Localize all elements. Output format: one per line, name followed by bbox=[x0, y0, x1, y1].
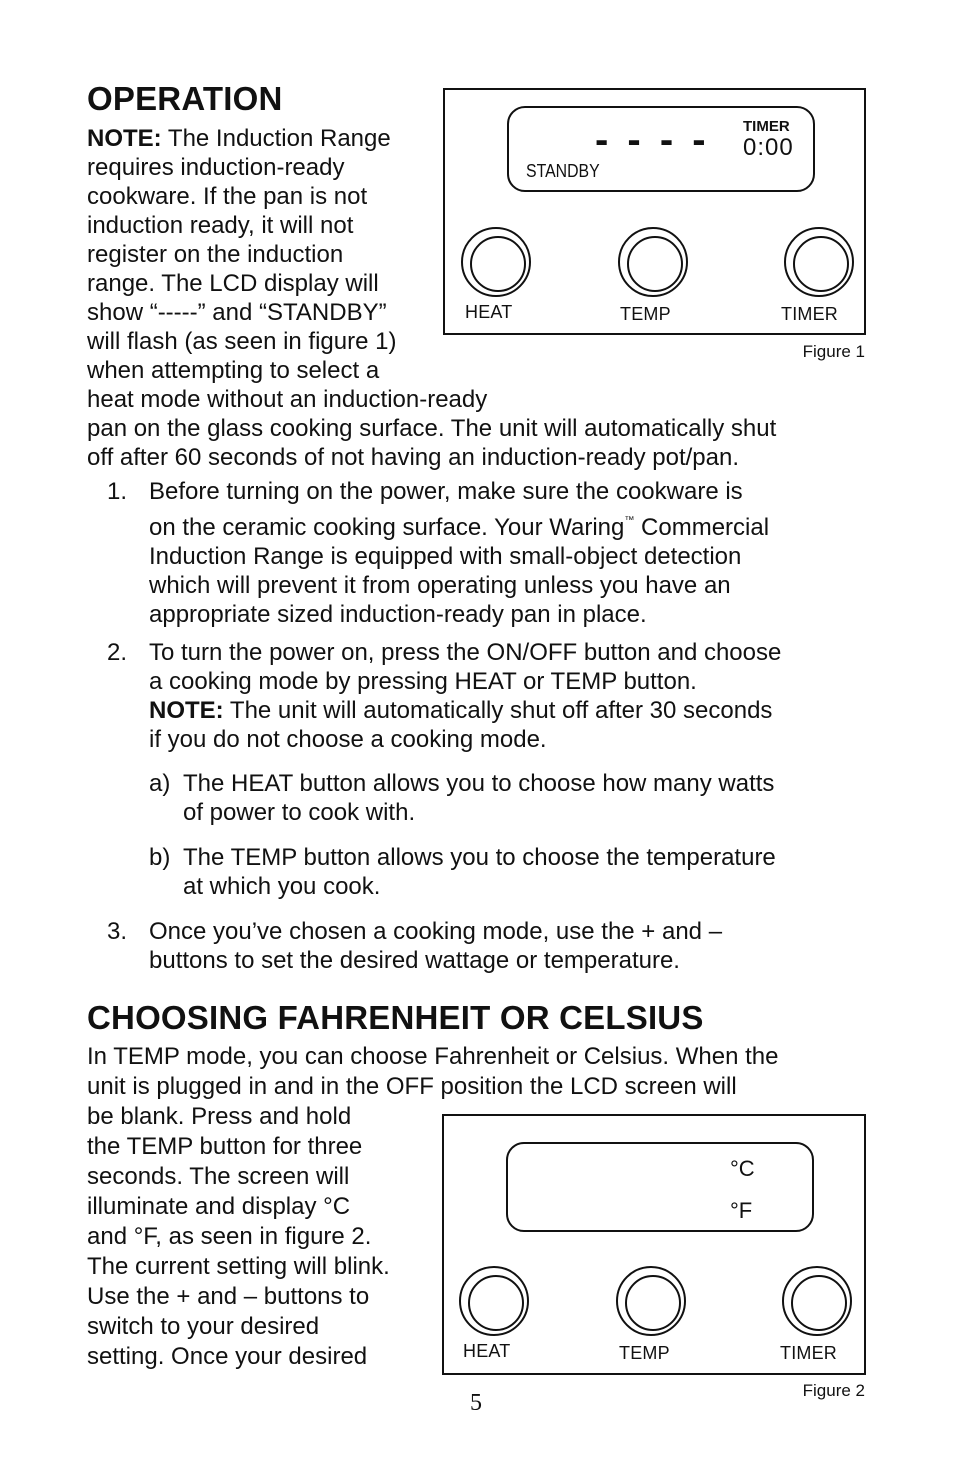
intro-line: induction ready, it will not bbox=[87, 212, 354, 239]
intro-line: register on the induction bbox=[87, 241, 344, 268]
fahrenheit-indicator: °F bbox=[730, 1198, 753, 1223]
choosing-line: and °F, as seen in figure 2. bbox=[87, 1223, 372, 1250]
intro-line: show “-----” and “STANDBY” bbox=[87, 299, 387, 326]
choosing-line: The current setting will blink. bbox=[87, 1253, 390, 1280]
step-line: appropriate sized induction-ready pan in place. bbox=[149, 601, 647, 628]
step-line: if you do not choose a cooking mode. bbox=[149, 726, 547, 753]
step-line: The HEAT button allows you to choose how many watts bbox=[183, 770, 775, 797]
step-1-number: 1. bbox=[107, 478, 128, 505]
substep-a-letter: a) bbox=[149, 770, 171, 797]
step-1-text bbox=[149, 477, 769, 629]
step-line: Induction Range is equipped with small-object detection bbox=[149, 543, 742, 570]
step-line: a cooking mode by pressing HEAT or TEMP button. bbox=[149, 668, 697, 695]
operation-heading: OPERATION bbox=[87, 80, 283, 117]
intro-line: heat mode without an induction-ready bbox=[87, 386, 488, 413]
intro-line: The Induction Range bbox=[167, 125, 391, 152]
timer-label: TIMER bbox=[743, 118, 790, 135]
choosing-line: switch to your desired bbox=[87, 1313, 320, 1340]
heat-knob[interactable] bbox=[459, 1266, 529, 1336]
step-line-part: The unit will automatically shut off after 30 seconds bbox=[229, 697, 773, 724]
page-number: 5 bbox=[470, 1390, 482, 1416]
step-line: Once you’ve chosen a cooking mode, use the + and – bbox=[149, 918, 723, 945]
step-3-number: 3. bbox=[107, 918, 128, 945]
step-line: Before turning on the power, make sure the cookware is bbox=[149, 478, 743, 505]
heat-label: HEAT bbox=[465, 302, 513, 322]
intro-line: cookware. If the pan is not bbox=[87, 183, 368, 210]
choosing-line: In TEMP mode, you can choose Fahrenheit or Celsius. When the bbox=[87, 1043, 779, 1070]
step-line-part: Commercial bbox=[641, 514, 770, 541]
timer-btn-label: TIMER bbox=[781, 304, 838, 324]
temp-knob[interactable] bbox=[618, 227, 688, 297]
lcd-display bbox=[507, 106, 815, 192]
trademark-mark: ™ bbox=[624, 515, 635, 526]
figure-1-panel bbox=[443, 88, 866, 335]
dashes-readout: - - - - bbox=[595, 118, 710, 162]
choosing-line: setting. Once your desired bbox=[87, 1343, 368, 1370]
step-2-text bbox=[149, 638, 781, 754]
choosing-heading: CHOOSING FAHRENHEIT OR CELSIUS bbox=[87, 999, 704, 1036]
substep-b-letter: b) bbox=[149, 844, 171, 871]
substep-b-text bbox=[183, 843, 776, 901]
timer-value: 0:00 bbox=[743, 134, 794, 161]
figure-2-caption: Figure 2 bbox=[802, 1381, 865, 1400]
step-2-number: 2. bbox=[107, 639, 128, 666]
figure-1-caption: Figure 1 bbox=[802, 342, 865, 361]
celsius-indicator: °C bbox=[730, 1156, 755, 1181]
substep-a-text bbox=[183, 769, 774, 827]
note-label: NOTE: bbox=[149, 697, 224, 724]
heat-label: HEAT bbox=[463, 1341, 511, 1361]
step-line: The TEMP button allows you to choose the temperature bbox=[183, 844, 776, 871]
intro-line: when attempting to select a bbox=[87, 357, 380, 384]
intro-line: requires induction-ready bbox=[87, 154, 345, 181]
step-line bbox=[149, 696, 781, 725]
step-line: To turn the power on, press the ON/OFF button and choose bbox=[149, 639, 782, 666]
heat-knob[interactable] bbox=[461, 227, 531, 297]
timer-btn-label: TIMER bbox=[780, 1343, 837, 1363]
intro-line: pan on the glass cooking surface. The unit will automatically shut bbox=[87, 415, 777, 442]
step-line: which will prevent it from operating unless you have an bbox=[149, 572, 731, 599]
standby-label: STANDBY bbox=[526, 161, 600, 181]
step-3-text bbox=[149, 917, 722, 975]
temp-knob[interactable] bbox=[616, 1266, 686, 1336]
choosing-line: unit is plugged in and in the OFF position the LCD screen will bbox=[87, 1073, 737, 1100]
note-label: NOTE: bbox=[87, 125, 162, 152]
step-line bbox=[149, 506, 769, 542]
figure-2-panel bbox=[442, 1114, 866, 1375]
choosing-line: Use the + and – buttons to bbox=[87, 1283, 370, 1310]
step-line: buttons to set the desired wattage or temperature. bbox=[149, 947, 680, 974]
choosing-line: the TEMP button for three bbox=[87, 1133, 363, 1160]
choosing-line: seconds. The screen will bbox=[87, 1163, 350, 1190]
timer-knob[interactable] bbox=[782, 1266, 852, 1336]
intro-line: will flash (as seen in figure 1) bbox=[87, 328, 397, 355]
timer-knob[interactable] bbox=[784, 227, 854, 297]
temp-label: TEMP bbox=[619, 1343, 670, 1363]
intro-line: off after 60 seconds of not having an induction-ready pot/pan. bbox=[87, 444, 740, 471]
step-line-part: on the ceramic cooking surface. Your Waring bbox=[149, 514, 625, 541]
intro-line: range. The LCD display will bbox=[87, 270, 379, 297]
choosing-line: be blank. Press and hold bbox=[87, 1103, 352, 1130]
choosing-line: illuminate and display °C bbox=[87, 1193, 351, 1220]
temp-label: TEMP bbox=[620, 304, 671, 324]
lcd-display bbox=[506, 1142, 814, 1232]
step-line: at which you cook. bbox=[183, 873, 381, 900]
step-line: of power to cook with. bbox=[183, 799, 416, 826]
